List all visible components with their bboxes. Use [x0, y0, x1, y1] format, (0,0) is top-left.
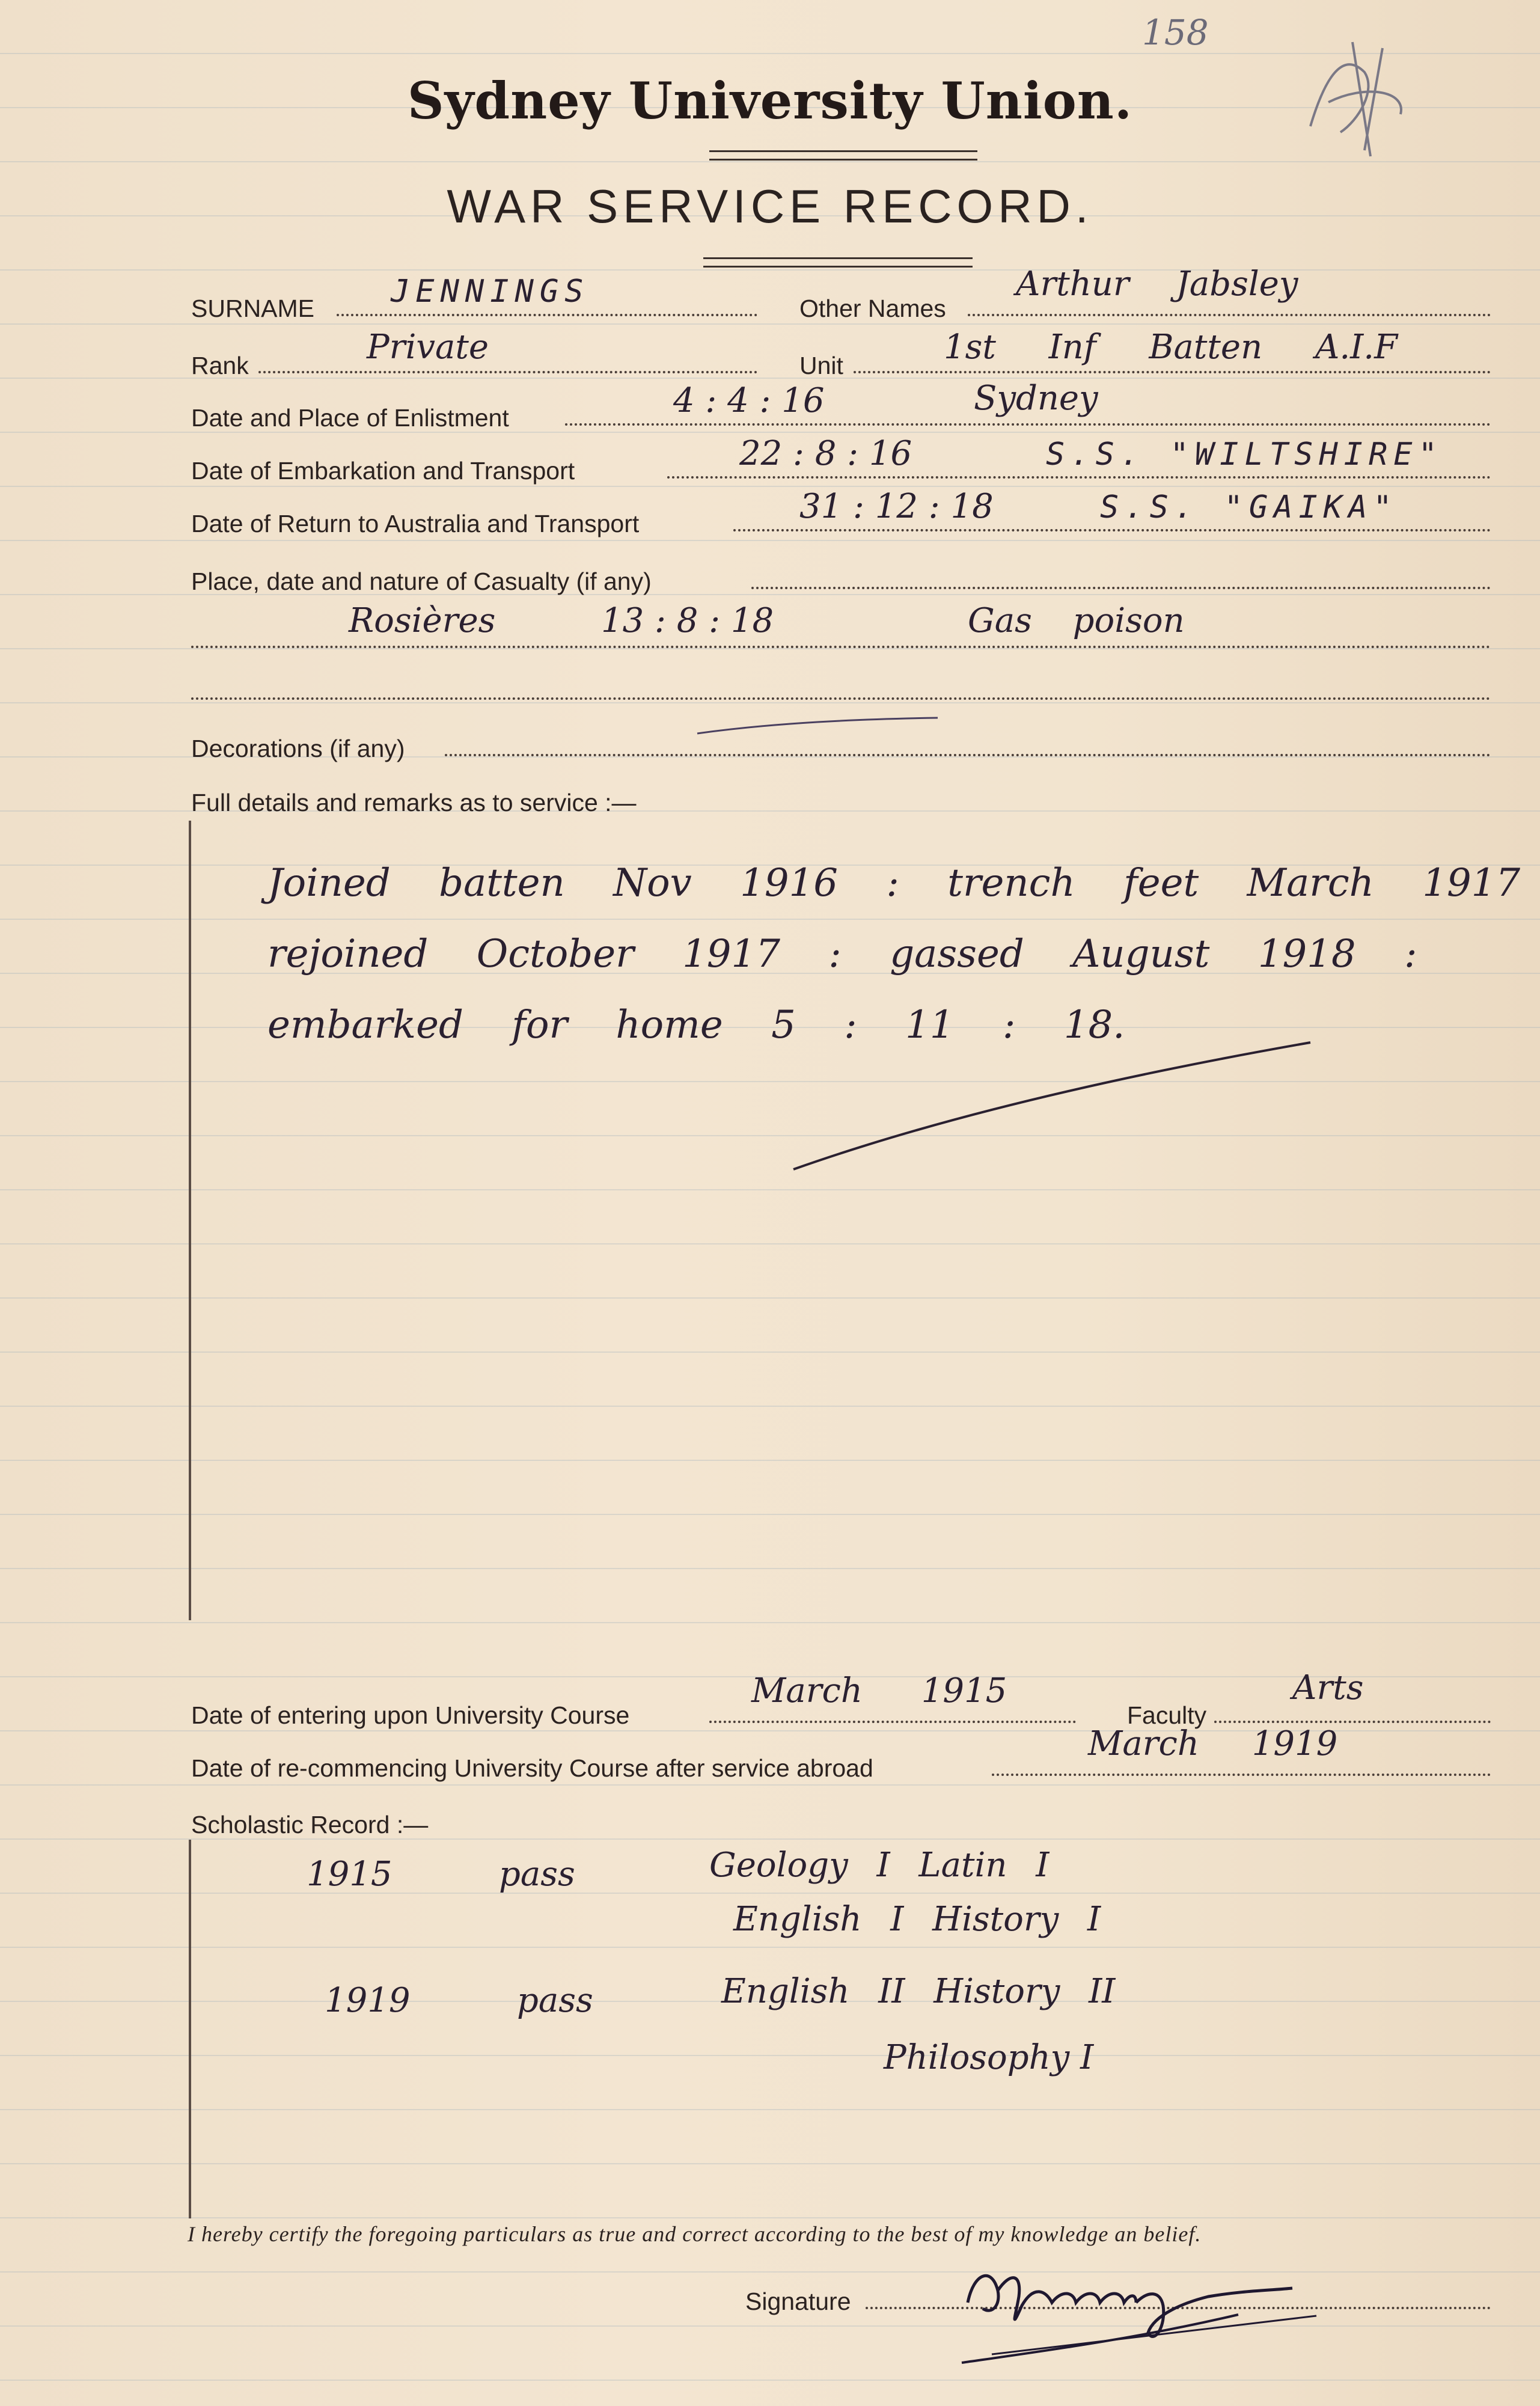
certification-statement: I hereby certify the foregoing particulars as true and correct according to the best of my knowledge an belief.: [188, 2222, 1202, 2246]
recommencing-course-label: Date of re-commencing University Course after service abroad: [191, 1754, 873, 1782]
handwritten-signature: [956, 2248, 1340, 2369]
return-transport: S.S. "GAIKA": [1100, 489, 1398, 525]
scholastic-subjects-1a: Geology I Latin I: [709, 1846, 1050, 1885]
other-names-label: Other Names: [799, 295, 946, 322]
faculty-label: Faculty: [1127, 1701, 1207, 1729]
header-rule-top-1: [709, 150, 977, 152]
enlistment-label: Date and Place of Enlistment: [191, 404, 509, 432]
pencil-initials-mark: [1292, 30, 1419, 168]
unit-value: 1st Inf Batten A.I.F: [944, 328, 1398, 367]
entering-course-dotted-line: [709, 1721, 1076, 1723]
scholastic-subjects-2b: Philosophy I: [884, 2038, 1094, 2077]
scholastic-year-2: 1919: [325, 1981, 411, 2020]
surname-label: SURNAME: [191, 295, 315, 322]
scholastic-result-1: pass: [499, 1855, 575, 1894]
scholastic-margin-line: [189, 1840, 191, 2218]
casualty-dotted-line-1: [751, 587, 1491, 589]
embarkation-transport: S.S. "WILTSHIRE": [1046, 436, 1443, 473]
scholastic-result-2: pass: [517, 1981, 593, 2020]
casualty-nature: Gas poison: [968, 601, 1185, 640]
reference-number: 158: [1142, 12, 1209, 53]
embarkation-label: Date of Embarkation and Transport: [191, 457, 575, 485]
remarks-label: Full details and remarks as to service :—: [191, 789, 637, 816]
rank-dotted-line: [258, 371, 757, 373]
form-title: Sydney University Union.: [407, 71, 1133, 130]
remarks-closing-pen-stroke: [781, 1034, 1322, 1178]
casualty-date: 13 : 8 : 18: [601, 601, 774, 640]
header-rule-bottom-1: [703, 257, 973, 259]
surname-value: JENNINGS: [391, 274, 590, 310]
entering-course-value: March 1915: [751, 1671, 1007, 1710]
decorations-label: Decorations (if any): [191, 735, 405, 762]
scholastic-subjects-2a: English II History II: [721, 1972, 1116, 2011]
unit-label: Unit: [799, 352, 843, 379]
casualty-dotted-line-3: [191, 697, 1491, 700]
header-rule-bottom-2: [703, 266, 973, 268]
faculty-value: Arts: [1292, 1668, 1364, 1707]
rank-label: Rank: [191, 352, 249, 379]
return-label: Date of Return to Australia and Transport: [191, 510, 640, 537]
enlistment-place: Sydney: [974, 379, 1098, 418]
rank-value: Private: [367, 328, 489, 367]
signature-label: Signature: [745, 2288, 851, 2315]
form-subtitle: WAR SERVICE RECORD.: [447, 180, 1093, 233]
enlistment-date: 4 : 4 : 16: [673, 381, 825, 420]
header-rule-top-2: [709, 159, 977, 161]
enlistment-dotted-line: [565, 423, 1491, 426]
embarkation-dotted-line: [667, 476, 1491, 479]
remarks-line-2: rejoined October 1917 : gassed August 1918 :: [267, 932, 1417, 976]
faculty-dotted-line: [1214, 1721, 1491, 1723]
other-names-dotted-line: [968, 314, 1491, 316]
decorations-dotted-line: [445, 754, 1491, 756]
scholastic-record-label: Scholastic Record :—: [191, 1811, 429, 1838]
decorations-pen-stroke: [691, 715, 944, 739]
scholastic-year-1: 1915: [307, 1855, 393, 1894]
entering-course-label: Date of entering upon University Course: [191, 1701, 630, 1729]
remarks-line-3: embarked for home 5 : 11 : 18.: [267, 1003, 1125, 1047]
remarks-line-1: Joined batten Nov 1916 : trench feet March 1917: [267, 861, 1521, 905]
unit-dotted-line: [854, 371, 1491, 373]
recommencing-course-dotted-line: [992, 1774, 1491, 1776]
remarks-margin-line: [189, 821, 191, 1620]
embarkation-date: 22 : 8 : 16: [739, 434, 912, 473]
return-dotted-line: [733, 529, 1491, 531]
surname-dotted-line: [337, 314, 757, 316]
recommencing-course-value: March 1919: [1088, 1724, 1338, 1763]
other-names-value: Arthur Jabsley: [1016, 265, 1298, 304]
casualty-dotted-line-2: [191, 646, 1491, 648]
casualty-label: Place, date and nature of Casualty (if any): [191, 568, 652, 595]
scholastic-subjects-1b: English I History I: [733, 1900, 1101, 1939]
return-date: 31 : 12 : 18: [799, 487, 994, 526]
casualty-place: Rosières: [349, 601, 496, 640]
